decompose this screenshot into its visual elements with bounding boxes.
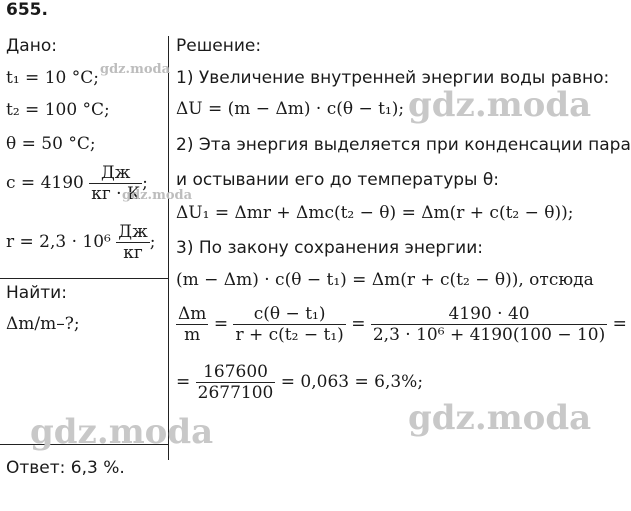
frac-numeric bbox=[371, 304, 607, 345]
solution-formula-1 bbox=[176, 304, 627, 345]
result-value: = 0,063 = 6,3%; bbox=[280, 372, 424, 392]
given-c-lhs: c = 4190 bbox=[6, 173, 84, 193]
solution-heading: Решение: bbox=[176, 36, 262, 56]
equals-sign: = bbox=[176, 372, 191, 392]
given-r-unit-num: Дж bbox=[118, 222, 148, 242]
given-r bbox=[6, 222, 155, 263]
given-t2: t₂ = 100 °C; bbox=[6, 100, 110, 120]
given-c-unit-den: кг · К bbox=[91, 184, 141, 204]
frac-dm-over-m bbox=[176, 304, 208, 345]
given-theta: θ = 50 °C; bbox=[6, 134, 96, 154]
given-r-unit bbox=[116, 222, 149, 263]
frac-symbolic-num: c(θ − t₁) bbox=[233, 304, 345, 325]
frac-dm-over-m-num: Δm bbox=[178, 304, 207, 324]
watermark-small: gdz.moda bbox=[100, 62, 171, 77]
frac-result-den: 2677100 bbox=[197, 383, 274, 403]
frac-symbolic-den: r + c(t₂ − t₁) bbox=[235, 325, 344, 345]
solution-line-7: (m − Δm) · c(θ − t₁) = Δm(r + c(t₂ − θ)), отсюда bbox=[176, 270, 594, 290]
frac-result-num: 167600 bbox=[196, 362, 276, 383]
watermark-small: gdz.moda bbox=[122, 188, 193, 203]
equals-sign: = bbox=[351, 314, 366, 334]
frac-numeric-num: 4190 · 40 bbox=[371, 304, 607, 325]
given-c-tail: ; bbox=[142, 173, 148, 193]
solution-line-4: и остывании его до температуры θ: bbox=[176, 170, 500, 190]
frac-dm-over-m-den: m bbox=[184, 325, 201, 345]
equals-sign: = bbox=[213, 314, 229, 334]
given-r-unit-den: кг bbox=[123, 243, 143, 263]
given-t1: t₁ = 10 °C; bbox=[6, 68, 99, 88]
equals-sign: = bbox=[612, 314, 627, 334]
given-divider bbox=[0, 278, 168, 279]
frac-numeric-den: 2,3 · 10⁶ + 4190(100 − 10) bbox=[372, 325, 606, 345]
find-item: Δm/m–?; bbox=[6, 314, 80, 334]
solution-formula-2 bbox=[176, 362, 423, 403]
given-r-tail: ; bbox=[149, 232, 156, 252]
solution-line-6: 3) По закону сохранения энергии: bbox=[176, 238, 483, 258]
answer-text: Ответ: 6,3 %. bbox=[6, 458, 125, 478]
column-divider bbox=[168, 36, 169, 460]
find-heading: Найти: bbox=[6, 283, 67, 303]
frac-symbolic bbox=[233, 304, 345, 345]
solution-line-5: ΔU₁ = Δmr + Δmc(t₂ − θ) = Δm(r + c(t₂ − θ)); bbox=[176, 203, 574, 223]
watermark-big: gdz.moda bbox=[408, 85, 592, 125]
problem-number: 655. bbox=[6, 0, 48, 20]
watermark-big: gdz.moda bbox=[30, 412, 214, 452]
given-c-unit-num: Дж bbox=[89, 163, 142, 184]
watermark-big: gdz.moda bbox=[408, 398, 592, 438]
solution-line-2: ΔU = (m − Δm) · c(θ − t₁); bbox=[176, 99, 405, 119]
frac-result bbox=[196, 362, 276, 403]
solution-line-1: 1) Увеличение внутренней энергии воды равно: bbox=[176, 68, 610, 88]
given-r-lhs: r = 2,3 · 10⁶ bbox=[6, 232, 111, 252]
solution-line-3: 2) Эта энергия выделяется при конденсации пара bbox=[176, 135, 631, 155]
given-heading: Дано: bbox=[6, 36, 57, 56]
